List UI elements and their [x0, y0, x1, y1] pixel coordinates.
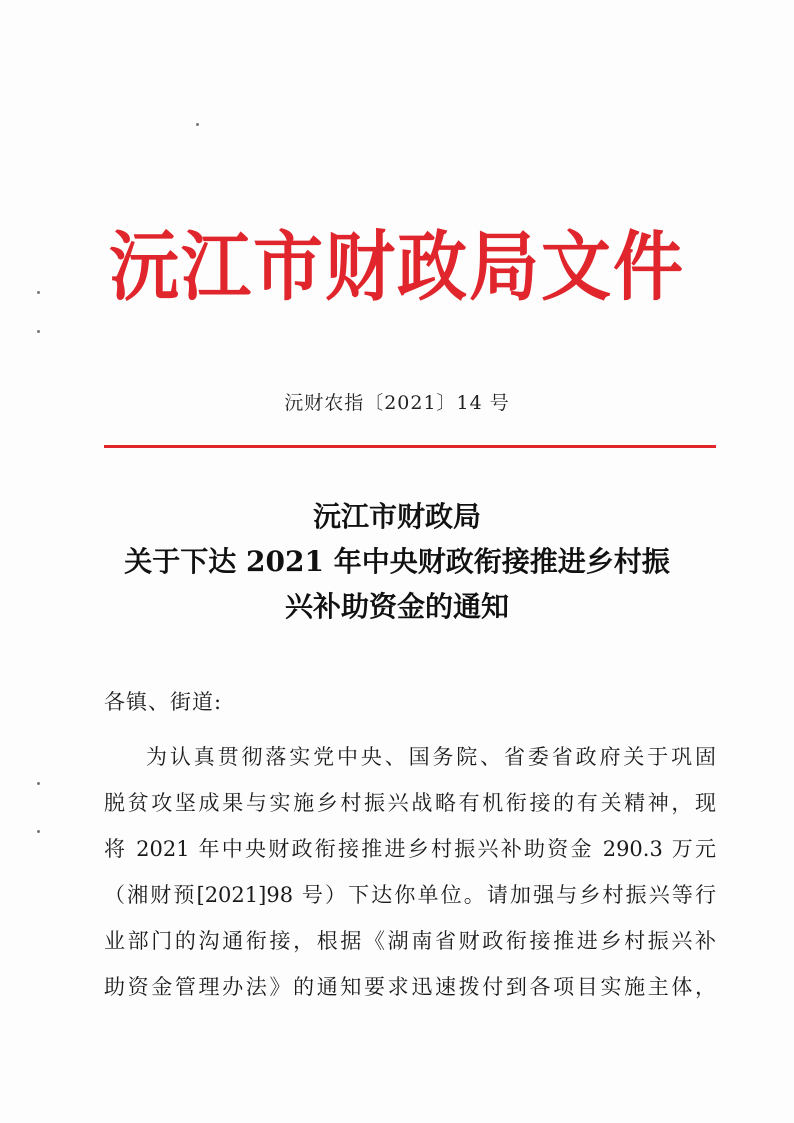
masthead-title: 沅江市财政局文件 [109, 221, 685, 312]
title-line-3: 兴补助资金的通知 [284, 590, 509, 623]
scan-speck [196, 123, 199, 126]
scan-speck [37, 330, 40, 333]
title-line-2: 关于下达 2021 年中央财政衔接推进乡村振 [124, 545, 670, 578]
body-line-4: （湘财预[2021]98 号）下达你单位。请加强与乡村振兴等行 [104, 883, 716, 907]
red-divider [104, 445, 716, 448]
scan-speck [37, 830, 40, 833]
body-line-5: 业部门的沟通衔接，根据《湖南省财政衔接推进乡村振兴补 [104, 929, 716, 953]
title-line-1: 沅江市财政局 [312, 500, 481, 533]
salutation: 各镇、街道: [104, 690, 223, 714]
body-line-2: 脱贫攻坚成果与实施乡村振兴战略有机衔接的有关精神，现 [104, 791, 716, 815]
document-number: 沅财农指〔2021〕14 号 [284, 392, 510, 414]
scan-speck [37, 782, 40, 785]
body-line-6: 助资金管理办法》的通知要求迅速拨付到各项目实施主体， [104, 975, 716, 999]
body-line-3: 将 2021 年中央财政衔接推进乡村振兴补助资金 290.3 万元 [104, 837, 716, 861]
body-line-1: 为认真贯彻落实党中央、国务院、省委省政府关于巩固 [146, 745, 716, 769]
notice-title [0, 494, 794, 629]
body-text [104, 734, 716, 1010]
